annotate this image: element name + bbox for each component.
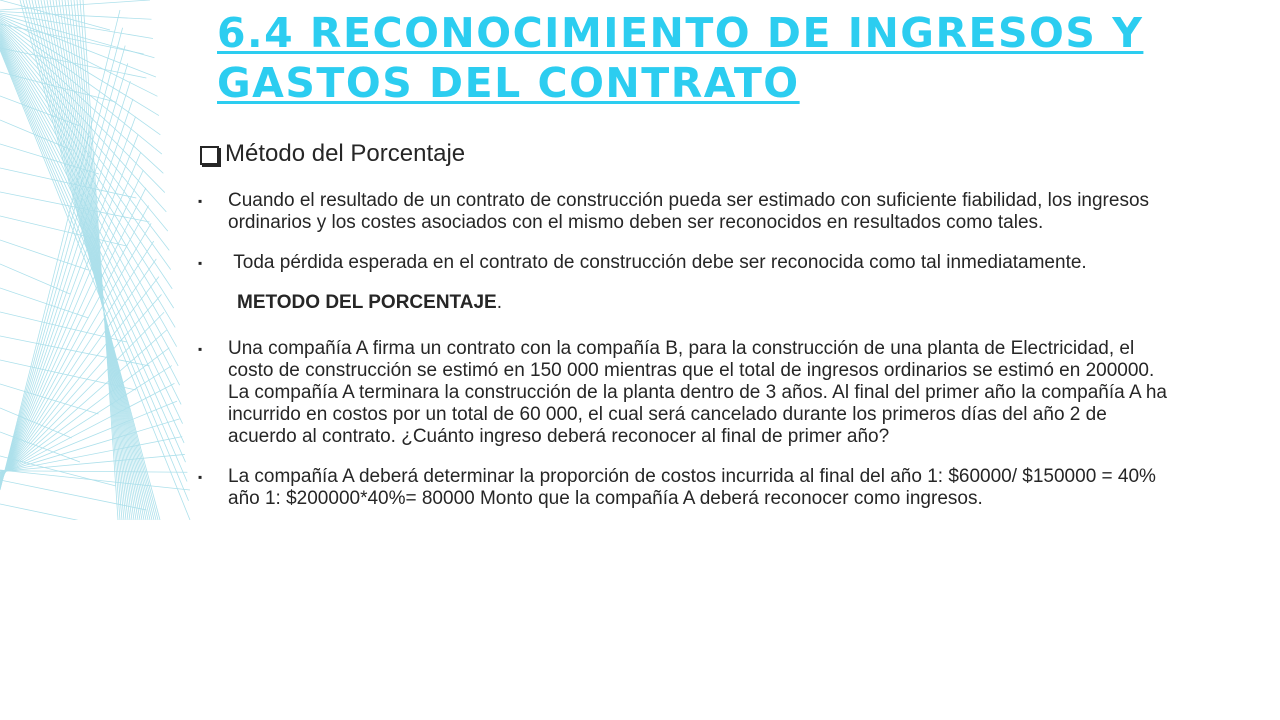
bullet-item: [196, 190, 1176, 234]
subheading-text: Método del Porcentaje: [225, 140, 466, 167]
section-heading-text: METODO DEL PORCENTAJE: [237, 292, 497, 313]
bullet-marker: ▪: [198, 256, 203, 270]
bullet-text: La compañía A deberá determinar la proporción de costos incurrida al final del año 1: $60000/ $150000 = 40% año 1: $200000*40%= 80000 Monto que la compañía A deberá reconocer como ingresos.: [228, 466, 1156, 509]
bullet-marker: ▪: [198, 470, 203, 484]
checkbox-bullet-icon: [200, 146, 219, 165]
bullet-marker: ▪: [198, 194, 203, 208]
slide-content: [196, 190, 1176, 528]
bullet-text: Toda pérdida esperada en el contrato de construcción debe ser reconocida como tal inmediatamente.: [228, 252, 1087, 273]
slide-title: 6.4 RECONOCIMIENTO DE INGRESOS Y GASTOS DEL CONTRATO: [217, 9, 1144, 107]
bullet-text: Cuando el resultado de un contrato de construcción pueda ser estimado con suficiente fiabilidad, los ingresos ordinarios y los costes asociados con el mismo deben ser reconocidos en resultados como tales.: [228, 190, 1150, 233]
bullet-marker: ▪: [198, 342, 203, 356]
wireframe-decoration: [0, 0, 200, 520]
bullet-item: [196, 466, 1176, 510]
section-heading: [237, 292, 1176, 314]
section-heading-suffix: .: [496, 292, 502, 313]
subheading: [200, 138, 465, 170]
bullet-item: [196, 338, 1176, 448]
bullet-text: Una compañía A firma un contrato con la compañía B, para la construcción de una planta de Electricidad, el costo de construcción se estimó en 150 000 mientras que el total de ingresos ordinarios se estimó en 200000. La compañía A terminara la construcción de la planta dentro de 3 años. Al final del primer año la compañía A ha incurrido en costos por un total de 60 000, el cual será cancelado durante los primeros días del año 2 de acuerdo al contrato. ¿Cuánto ingreso deberá reconocer al final de primer año?: [228, 338, 1167, 447]
bullet-item: [196, 252, 1176, 274]
